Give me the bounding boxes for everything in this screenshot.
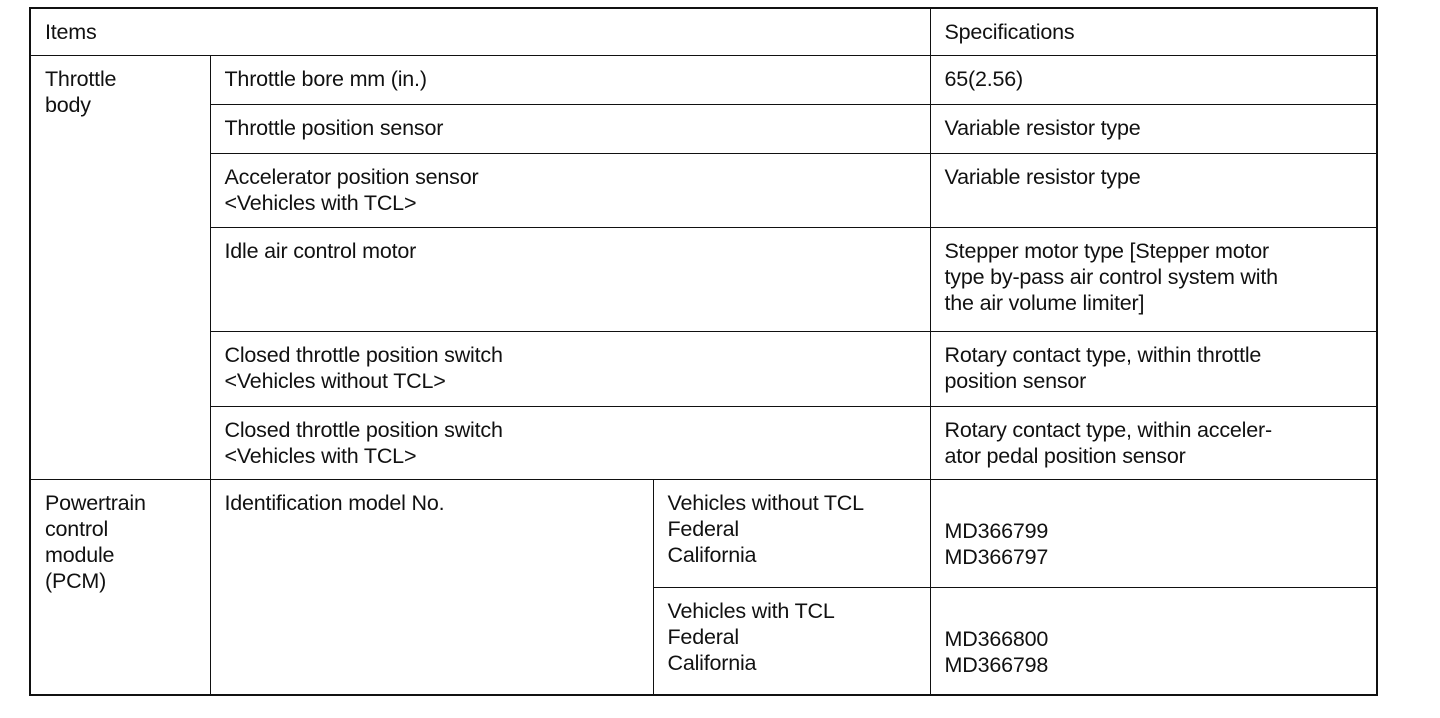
vehicle-variant-cell: Vehicles with TCL Federal California xyxy=(653,587,930,695)
model-number-cell: MD366799 MD366797 xyxy=(930,479,1377,587)
pcm-item-cell: Identification model No. xyxy=(210,479,653,695)
pcm-group-label: Powertrain control module (PCM) xyxy=(30,479,210,695)
header-specifications: Specifications xyxy=(930,8,1377,55)
header-row xyxy=(30,8,1377,55)
table-row xyxy=(30,227,1377,331)
item-cell: Throttle bore mm (in.) xyxy=(210,55,930,104)
table-row xyxy=(30,331,1377,406)
item-cell: Closed throttle position switch <Vehicles with TCL> xyxy=(210,406,930,479)
specifications-table xyxy=(29,7,1378,696)
spec-cell: Rotary contact type, within throttle position sensor xyxy=(930,331,1377,406)
item-cell: Accelerator position sensor <Vehicles with TCL> xyxy=(210,153,930,227)
spec-cell: Stepper motor type [Stepper motor type by-pass air control system with the air volume limiter] xyxy=(930,227,1377,331)
item-cell: Throttle position sensor xyxy=(210,104,930,153)
header-items: Items xyxy=(30,8,930,55)
spec-cell: Variable resistor type xyxy=(930,153,1377,227)
model-number-cell: MD366800 MD366798 xyxy=(930,587,1377,695)
table-row xyxy=(30,153,1377,227)
item-cell: Closed throttle position switch <Vehicles without TCL> xyxy=(210,331,930,406)
spec-cell: Rotary contact type, within acceler- ator pedal position sensor xyxy=(930,406,1377,479)
item-cell: Idle air control motor xyxy=(210,227,930,331)
table-row xyxy=(30,104,1377,153)
table-row xyxy=(30,406,1377,479)
spec-cell: 65(2.56) xyxy=(930,55,1377,104)
throttle-body-group-label: Throttle body xyxy=(30,55,210,479)
spec-cell: Variable resistor type xyxy=(930,104,1377,153)
table-row xyxy=(30,479,1377,587)
table-row xyxy=(30,55,1377,104)
vehicle-variant-cell: Vehicles without TCL Federal California xyxy=(653,479,930,587)
